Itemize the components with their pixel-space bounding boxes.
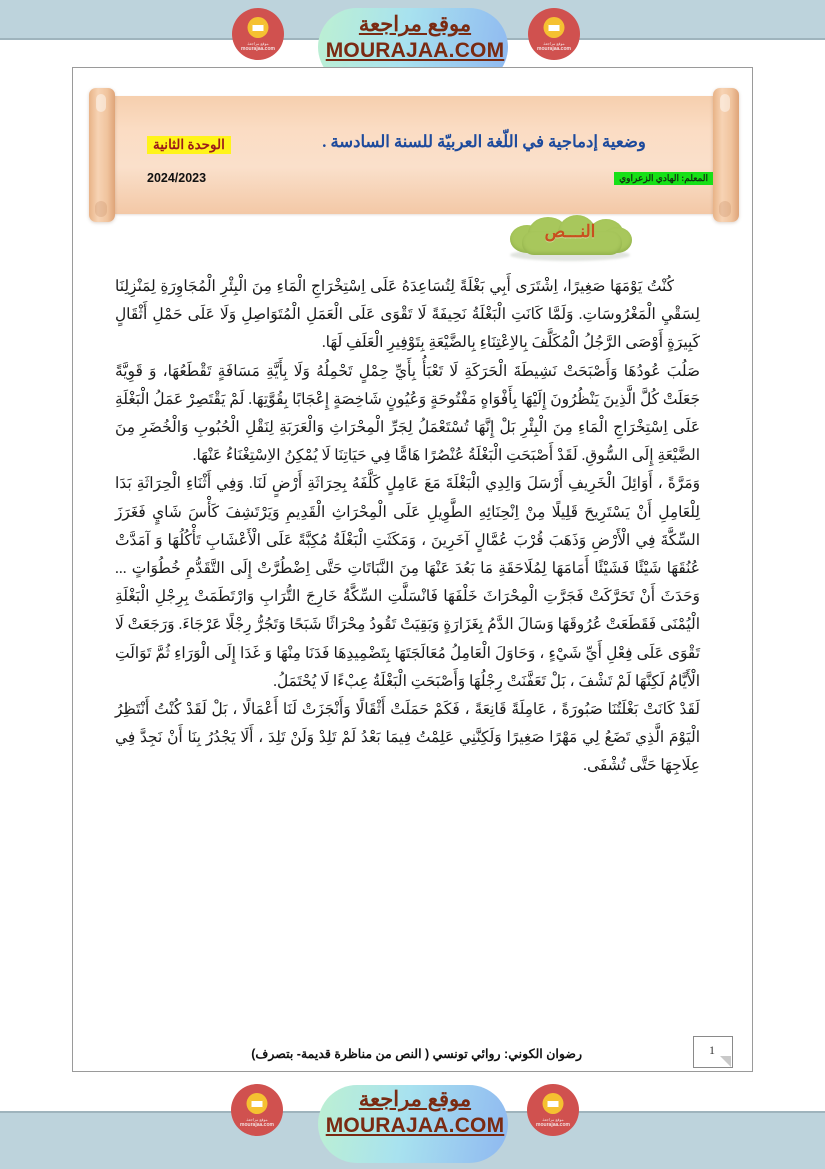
- section-label-text: النـــص: [544, 222, 596, 241]
- scroll-roll-left-icon: [89, 88, 115, 222]
- mourajaa-logo-left: [232, 8, 284, 60]
- logo-caption-url: mourajaa.com: [241, 46, 275, 52]
- logo-caption: [231, 1117, 283, 1128]
- logo-caption: [527, 1117, 579, 1128]
- text-paragraph-3: وَمَرَّةً ، أَوَائِلَ الْخَرِيفِ أَرْسَلَ وَالِدِي الْبَغْلَةَ مَعَ عَامِلٍ كَلَّفَهُ بِحِرَاثَةِ أَرْضٍ لَنَا. وَفِي أَثْنَاءِ الْحِرَاثَةِ بَدَا لِلْعَامِلِ أَنْ يَسْتَرِيحَ قَلِيلًا مِنْ اِنْحِنَائِهِ الطَّوِيلِ عَلَى الْمِحْرَاثِ الْقَدِيمِ وَيَرْتَشِفَ كَأْسَ شَايٍ فَغَرَزَ السِّكَّةَ فِي الْأَرْضِ وَذَهَبَ قُرْبَ عُمَّالٍ آخَرِينَ ، وَمَكَثَتِ الْبَغْلَةُ مُكِبَّةً عَلَى الْأَعْشَابِ تَأْكُلُهَا وَ آمَدَّتْ عُنُقَهَا شَيْئًا فَشَيْئًا أَمَامَهَا لِمُلَاحَقَةِ مَا بَعُدَ عَنْهَا مِنَ النَّبَاتَاتِ حَتَّى اِضْطُرَّتْ إِلَى التَّقَدُّمِ خُطُوَاتٍ ... وَحَدَثَ أَنْ تَحَرَّكَتْ فَجَرَّتِ الْمِحْرَاثَ خَلْفَهَا فَانْسَلَّتِ السِّكَّةُ خَارِجَ التُّرَابِ وَارْتَطَمَتْ بِرِجْلِ الْبَغْلَةِ الْيُمْنَى فَقَطَعَتْ عُرُوقَهَا وَسَالَ الدَّمُ بِغَزَارَةٍ وَبَقِيَتْ تَقُودُ مِحْرَاثًا شَبَحًا وَتَجُرُّ رِجْلًا عَرْجَاءَ. وَرَجَعَتْ لَا تَقْوَى عَلَى فِعْلِ أَيِّ شَيْءٍ ، وَحَاوَلَ الْعَامِلُ مُعَالَجَتَهَا بِتَضْمِيدِهَا فَدَنَا مِنْهَا وَ غَدَا إِلَى الْوَرَاءِ ثُمَّ تَوَالَتِ الْأَيَّامُ لَكِنَّهَا لَمْ تَشْفَ ، بَلْ تَعَفَّنَتْ رِجْلُهَا وَأَصْبَحَتِ الْبَغْلَةُ عِبْءًا لَا يُحْتَمَلُ.: [115, 475, 700, 690]
- reading-text: [115, 273, 700, 781]
- mourajaa-logo-right: [527, 1084, 579, 1136]
- book-icon: [248, 17, 269, 38]
- text-paragraph-4: لَقَدْ كَانَتْ بَغْلَتُنَا صَبُورَةً ، عَامِلَةً قَانِعَةً ، فَكَمْ حَمَلَتْ أَثْقَالًا وَأَنْجَزَتْ لَنَا أَعْمَالًا ، بَلْ لَقَدْ كُنْتُ أَنْتَظِرُ الْيَوْمَ الَّذِي تَضَعُ لِي مَهْرًا صَغِيرًا وَلَكِنَّنِي عَلِمْتُ فِيمَا بَعْدُ لَمْ تَلِدْ وَلَنْ تَلِدَ ، أَلَا يَجْدُرُ بِنَا أَنْ نَجِدَّ فِي عِلَاجِهَا حَتَّى تُشْفَى.: [115, 701, 700, 775]
- book-icon: [544, 17, 565, 38]
- school-year: 2024/2023: [147, 171, 207, 185]
- book-icon: [247, 1093, 268, 1114]
- unit-badge: الوحدة الثانية: [147, 136, 231, 154]
- page-fold-icon: [720, 1056, 731, 1067]
- logo-caption-arabic: موقع مراجعة: [542, 1117, 564, 1122]
- logo-caption-arabic: موقع مراجعة: [247, 41, 269, 46]
- text-paragraph-1: كُنْتُ يَوْمَهَا صَغِيرًا، اِشْتَرَى أَبِي بَغْلَةً لِتُسَاعِدَهُ عَلَى اِسْتِخْرَاجِ الْمَاءِ مِنَ الْبِئْرِ الْمُجَاوِرَةِ لِمَنْزِلِنَا لِسَقْيِ الْمَغْرُوسَاتِ. وَلَمَّا كَانَتِ الْبَغْلَةُ نَحِيفَةً لَا تَقْوَى عَلَى الْعَمَلِ الْمُتَوَاصِلِ وَلَا عَلَى حَمْلِ أَثْقَالٍ كَبِيرَةٍ أَوْصَى الرَّجُلُ الْمُكَلَّفَ بِالاِعْتِنَاءِ بِالضَّيْعَةِ بِتَوْفِيرِ الْعَلَفِ لَهَا.: [115, 278, 700, 352]
- teacher-name-badge: المعلم: الهادي الزعراوي: [614, 172, 713, 185]
- banner-site-url: MOURAJAA.COM: [325, 1113, 505, 1137]
- scroll-roll-right-icon: [713, 88, 739, 222]
- banner-branding: [300, 12, 530, 63]
- banner-site-url: MOURAJAA.COM: [325, 38, 505, 62]
- logo-caption: [232, 41, 284, 52]
- scroll-header: [89, 88, 739, 222]
- text-attribution: رضوان الكوني: روائي تونسي ( النص من مناظرة قديمة- بتصرف): [251, 1047, 582, 1061]
- banner-arabic-label: موقع مراجعة: [358, 1088, 472, 1111]
- page-number-value: 1: [709, 1043, 715, 1057]
- logo-caption: [528, 41, 580, 52]
- bottom-watermark-banner: [0, 1075, 825, 1169]
- logo-caption-url: mourajaa.com: [240, 1122, 274, 1128]
- banner-arabic-label: موقع مراجعة: [358, 13, 472, 36]
- logo-caption-arabic: موقع مراجعة: [543, 41, 565, 46]
- page-number-marker: [693, 1036, 737, 1070]
- logo-caption-url: mourajaa.com: [536, 1122, 570, 1128]
- scroll-parchment: [111, 96, 717, 214]
- page-title: وضعية إدماجية في اللّغة العربيّة للسنة السادسة .: [322, 132, 646, 151]
- text-paragraph-2: صَلُبَ عُودُهَا وَأَصْبَحَتْ نَشِيطَةَ الْحَرَكَةِ لَا تَعْبَأُ بِأَيِّ حِمْلٍ تَحْمِلُهُ وَلَا بِأَيَّةِ مَسَافَةٍ تَقْطَعُهَا، وَ قَوِيَّةً جَعَلَتْ كُلَّ الَّذِينَ يَنْظُرُونَ إِلَيْهَا بِأَفْوَاهٍ مَفْتُوحَةٍ وَعُيُونٍ شَاخِصَةٍ إِعْجَابًا بِقُوَّتِهَا. لَمْ يَقْتَصِرْ عَمَلُ الْبَغْلَةِ عَلَى اِسْتِخْرَاجِ الْمَاءِ مِنَ الْبِئْرِ بَلْ إِنَّهَا تُسْتَعْمَلُ لِجَرِّ الْمِحْرَاثِ وَالْعَرَبَةِ لِنَقْلِ الْحُبُوبِ وَالْخُضَرِ مِنَ الضَّيْعَةِ إِلَى السُّوقِ. لَقَدْ أَصْبَحَتِ الْبَغْلَةُ عُنْصُرًا هَامًّا فِي حَيَاتِنَا لَا يُمْكِنُ الاِسْتِغْنَاءُ عَنْهَا.: [115, 362, 700, 465]
- document-page: [72, 67, 753, 1072]
- mourajaa-logo-left: [231, 1084, 283, 1136]
- logo-caption-arabic: موقع مراجعة: [246, 1117, 268, 1122]
- banner-branding: [300, 1087, 530, 1138]
- logo-caption-url: mourajaa.com: [537, 46, 571, 52]
- section-label-cloud: [498, 211, 648, 267]
- book-icon: [543, 1093, 564, 1114]
- mourajaa-logo-right: [528, 8, 580, 60]
